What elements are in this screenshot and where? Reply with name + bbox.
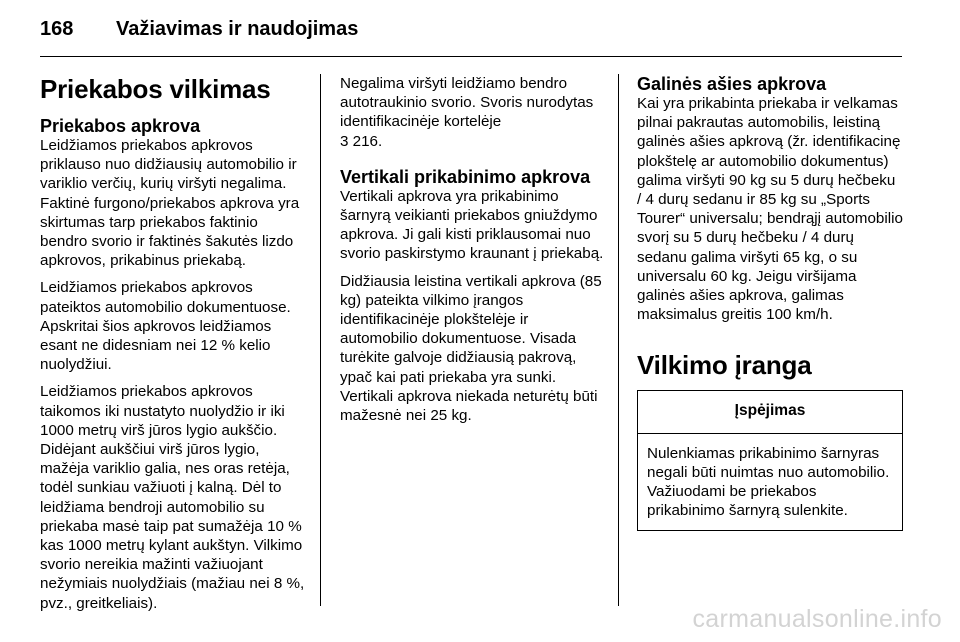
column-1 (40, 74, 308, 621)
paragraph: Didžiausia leistina vertikali apkrova (85 kg) pateikta vilkimo įrangos identifikacinėje plokštelėje ir automobilio dokumentuose. Visada turėkite galvoje didžiausią pakrovą, ypač kai pati priekaba yra sunki. Vertikali apkrova niekada neturėtų būti mažesnė nei 25 kg. (340, 272, 602, 425)
column-2 (340, 74, 608, 433)
warning-title: Įspėjimas (638, 391, 902, 433)
page-header (40, 18, 358, 41)
paragraph: Leidžiamos priekabos apkrovos pateiktos automobilio dokumentuose. Apskritai šios apkrovos leidžiamos esant ne didesniam nei 12 % kelio nuolydžiui. (40, 279, 291, 374)
subsection-title: Priekabos apkrova (40, 116, 201, 136)
page-reference-link[interactable]: 3 216. (340, 132, 383, 150)
section-title: Vilkimo įranga (637, 350, 812, 381)
paragraph: Kai yra prikabinta priekaba ir velkamas pilnai pakrautas automobilis, leistiną galinės ašies apkrovą (žr. identifikacinę plokštelę ar automobilio dokumentus) galima viršyti 90 kg su 5 durų hečbeku / 4 durų sedanu ir 85 kg su „Sports Tourer“ universalu; bendrąjį automobilio svorį su 5 durų hečbeku / 4 durų sedanu galima viršyti 65 kg, o su universalu 60 kg. Jeigu viršijama galinės ašies apkrova, galimas maksimalus greitis 100 km/h. (637, 95, 903, 324)
paragraph: Vertikali apkrova yra prikabinimo šarnyrą veikianti priekabos gniuždymo apkrova. Ji gali kisti priklausomai nuo svorio paskirstymo kraunant į priekabą. (340, 187, 604, 263)
paragraph (340, 74, 608, 151)
column-divider (320, 74, 321, 606)
paragraph: Leidžiamos priekabos apkrovos priklauso nuo didžiausių automobilio ir variklio verčių, kurių viršyti negalima. Faktinė furgono/priekabos apkrova yra skirtumas tarp priekabos faktinio bendro svorio ir faktinės šakutės lizdo apkrovos, prikabinus priekabą. (40, 137, 300, 270)
header-rule (40, 56, 902, 57)
section-title: Priekabos vilkimas (40, 74, 271, 104)
subsection-title: Galinės ašies apkrova (637, 74, 827, 94)
chapter-title: Važiavimas ir naudojimas (116, 18, 359, 40)
column-divider (618, 74, 619, 606)
column-3 (637, 74, 903, 531)
subsection-title: Vertikali prikabinimo apkrova (340, 166, 591, 187)
warning-box (637, 390, 903, 531)
paragraph-text: Negalima viršyti leidžiamo bendro autotraukinio svorio. Svoris nurodytas identifikacinėje kortelėje (340, 75, 594, 131)
watermark: carmanualsonline.info (692, 605, 942, 633)
page-number: 168 (40, 18, 74, 40)
paragraph: Leidžiamos priekabos apkrovos taikomos iki nustatyto nuolydžio ir iki 1000 metrų virš jūros lygio aukščio. Didėjant aukščiui virš jūros lygio, mažėja variklio galia, nes oras retėja, todėl sunkiau važiuoti į kalną. Dėl to leidžiama bendroji automobilio su priekaba masė taip pat sumažėja 10 % kas 1000 metrų kylant aukštyn. Vilkimo svorio nereikia mažinti važiuojant nežymiais nuolydžiais (mažiau nei 8 %, pvz., greitkeliais). (40, 383, 305, 612)
warning-text: Nulenkiamas prikabinimo šarnyras negali būti nuimtas nuo automobilio. Važiuodami be priekabos prikabinimo šarnyrą sulenkite. (647, 444, 890, 520)
